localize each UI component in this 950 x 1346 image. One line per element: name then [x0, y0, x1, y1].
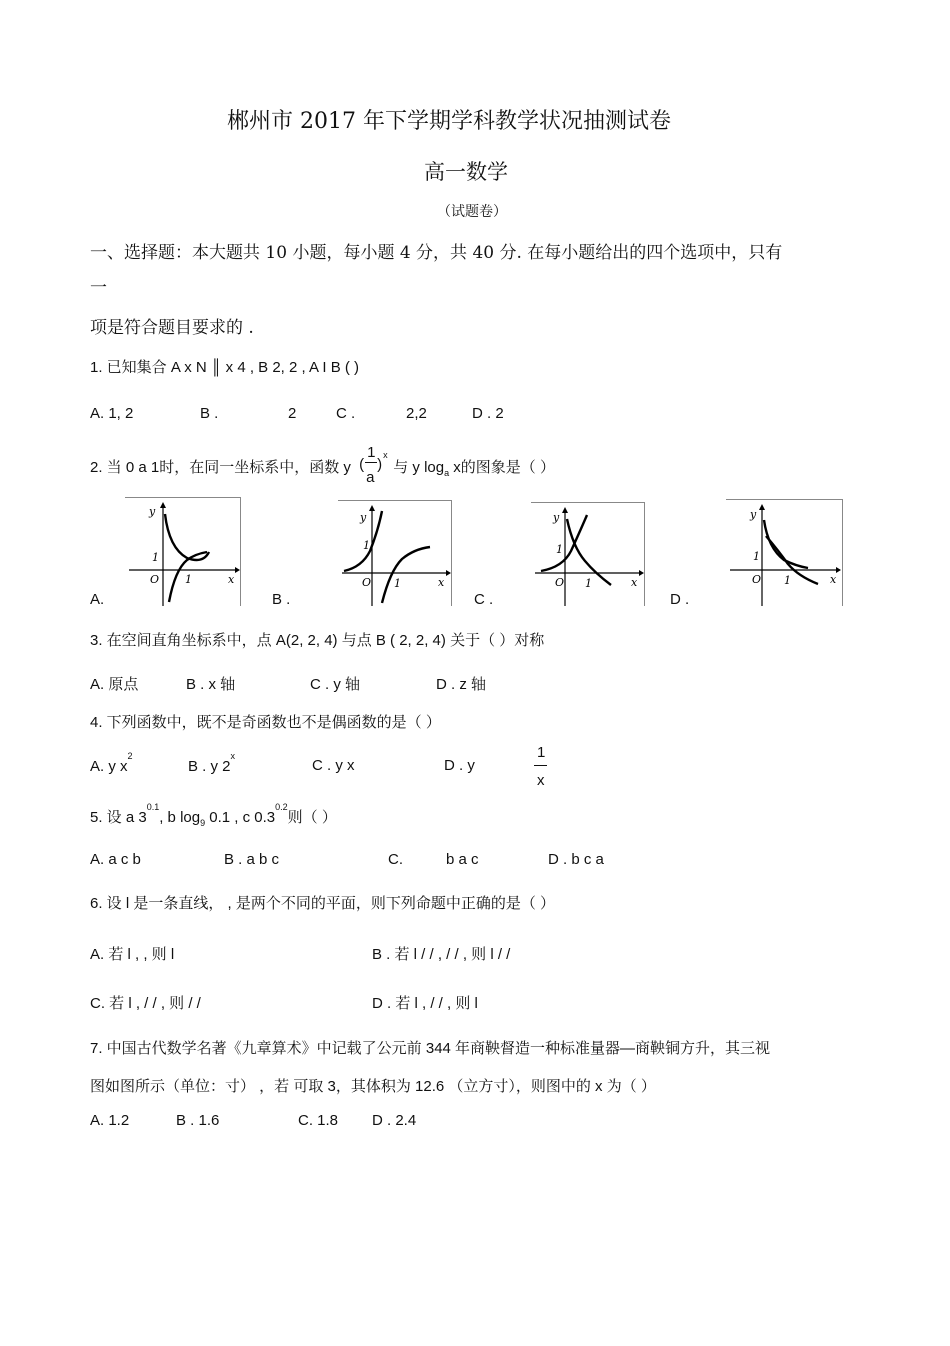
q2-graph-b-xlabel: x	[438, 576, 445, 589]
q2-graph-b-one-y: 1	[363, 539, 370, 552]
q1-stem: 1. 已知集合 A x N ║ x 4 , B 2, 2 , A I B ( )	[90, 359, 360, 376]
q2-graph-c	[531, 502, 645, 606]
q2-label-d: D .	[670, 591, 690, 608]
q4-option-c: C . y x	[312, 757, 355, 774]
q6-option-a: A. 若 l , , 则 l	[90, 946, 175, 963]
q2-sub: a	[444, 468, 450, 478]
q3-stem: 3. 在空间直角坐标系中，点 A(2, 2, 4) 与点 B ( 2, 2, 4) 关于（ ）对称	[90, 632, 545, 649]
q4-option-d-den: x	[537, 772, 545, 789]
q5-sub-b: 9	[200, 818, 206, 828]
q5-option-b: B . a b c	[224, 851, 280, 868]
q4-option-d: D . y	[444, 757, 475, 774]
q5-stem	[90, 802, 337, 828]
q3-option-c: C . y 轴	[310, 676, 361, 693]
q2-stem	[90, 444, 555, 486]
q2-stem-end: x的图象是（ ）	[449, 459, 555, 476]
q2-graph-c-ylabel: y	[553, 511, 560, 524]
q2-graph-c-one-y: 1	[556, 543, 563, 556]
q2-frac-den: a	[366, 469, 375, 486]
q2-graph-a	[125, 497, 241, 606]
q4-option-b	[188, 751, 236, 775]
q2-graph-d-one-y: 1	[753, 550, 760, 563]
q1-option-d: D . 2	[472, 405, 504, 422]
q2-graph-d-origin: O	[752, 573, 762, 586]
q4-option-b-sup: x	[230, 751, 236, 761]
q2-graph-d	[726, 499, 843, 606]
q2-stem-pre: 2. 当 0 a 1时，在同一坐标系中，函数 y	[90, 459, 351, 476]
q2-graph-d-ylabel: y	[750, 508, 757, 521]
q7-option-b: B . 1.6	[176, 1112, 220, 1129]
q2-graph-c-origin: O	[555, 576, 565, 589]
q5-option-a: A. a c b	[90, 851, 141, 868]
q5-stem-c: 0.1 , c 0.3	[205, 809, 276, 826]
q2-graph-b-origin: O	[362, 576, 372, 589]
section-heading-wrap: 一	[90, 278, 107, 298]
q2-stem-post: 与 y log	[393, 459, 445, 476]
q2-fraction: ( 1 a ) x	[359, 444, 388, 486]
q4-option-a	[90, 751, 133, 775]
exam-title: 郴州市 2017 年下学期学科教学状况抽测试卷	[227, 109, 671, 134]
q2-graph-d-one-x: 1	[784, 574, 791, 587]
q2-graph-c-one-x: 1	[585, 577, 592, 590]
q2-graph-a-one-y: 1	[152, 551, 159, 564]
q5-option-c: C.	[388, 851, 403, 868]
subject-title: 高一数学	[424, 160, 508, 184]
q2-graph-b-ylabel: y	[360, 511, 367, 524]
q2-graph-d-xlabel: x	[830, 573, 837, 586]
q6-option-d: D . 若 l , / / , 则 l	[372, 995, 478, 1012]
q7-stem-line2: 图如图所示（单位：寸） ，若 可取 3，其体积为 12.6 （立方寸），则图中的 x 为（ ）	[90, 1078, 656, 1095]
q2-frac-num: 1	[367, 444, 376, 461]
q4-option-a-text: A. y x	[90, 758, 128, 775]
q3-option-a: A. 原点	[90, 676, 139, 693]
q2-label-a: A.	[90, 591, 105, 608]
q5-stem-d: 则（ ）	[287, 809, 337, 826]
section-heading: 一、选择题：本大题共 10 小题，每小题 4 分，共 40 分. 在每小题给出的四个选项中，只有	[90, 243, 783, 263]
q2-graph-b	[338, 500, 452, 606]
q7-option-c: C. 1.8	[298, 1112, 339, 1129]
q2-graph-a-origin: O	[150, 573, 160, 586]
q6-stem: 6. 设 l 是一条直线， , 是两个不同的平面，则下列命题中正确的是（ ）	[90, 895, 556, 912]
q1-option-a: A. 1, 2	[90, 405, 134, 422]
q6-option-c: C. 若 l , / / , 则 / /	[90, 995, 201, 1012]
q3-option-b: B . x 轴	[186, 676, 236, 693]
paper-tag: （试题卷）	[437, 204, 507, 220]
q5-stem-b: , b log	[159, 809, 201, 826]
q3-option-d: D . z 轴	[436, 676, 487, 693]
q1-option-b-value: 2	[288, 405, 297, 422]
q5-option-c-value: b a c	[446, 851, 479, 868]
q1-option-c: C .	[336, 405, 356, 422]
q7-option-a: A. 1.2	[90, 1112, 130, 1129]
q4-stem: 4. 下列函数中，既不是奇函数也不是偶函数的是（ ）	[90, 714, 441, 731]
q4-option-b-text: B . y 2	[188, 758, 231, 775]
q4-option-d-num: 1	[537, 744, 546, 761]
q7-option-d: D . 2.4	[372, 1112, 417, 1129]
q4-option-a-sup: 2	[127, 751, 133, 761]
q5-option-d: D . b c a	[548, 851, 604, 868]
q2-label-c: C .	[474, 591, 494, 608]
q5-stem-a: 5. 设 a 3	[90, 809, 147, 826]
q5-sup-c: 0.2	[275, 802, 288, 812]
q1-option-b: B .	[200, 405, 219, 422]
q5-sup-a: 0.1	[146, 802, 160, 812]
q4-fraction-bar	[534, 765, 547, 766]
q7-stem-line1: 7. 中国古代数学名著《九章算术》中记载了公元前 344 年商鞅督造一种标准量器—商鞅铜方升，其三视	[90, 1040, 771, 1057]
q2-graph-c-xlabel: x	[631, 576, 638, 589]
q2-graph-a-xlabel: x	[228, 573, 235, 586]
q2-graph-a-one-x: 1	[185, 573, 192, 586]
q1-option-c-value: 2,2	[406, 405, 427, 422]
q6-option-b: B . 若 l / / , / / , 则 l / /	[372, 946, 511, 963]
q2-graph-a-ylabel: y	[149, 505, 156, 518]
section-heading-line2: 项是符合题目要求的 .	[90, 318, 254, 338]
q2-label-b: B .	[272, 591, 291, 608]
q2-graph-b-one-x: 1	[394, 577, 401, 590]
q2-sup: x	[383, 450, 388, 460]
